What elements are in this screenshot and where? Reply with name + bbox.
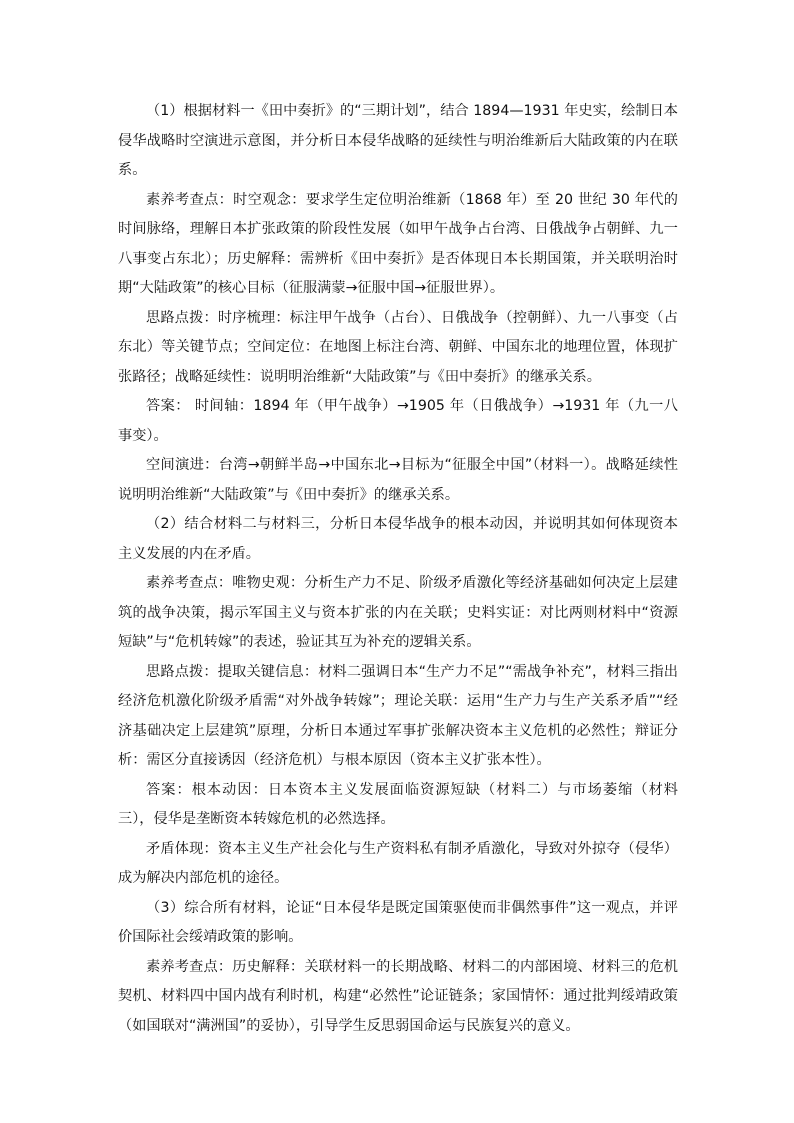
question-2: （2）结合材料二与材料三，分析日本侵华战争的根本动因，并说明其如何体现资本主义发展的内在矛盾。	[118, 516, 678, 562]
question-1-answer-timeline: 答案： 时间轴：1894 年（甲午战争）→1905 年（日俄战争）→1931 年（九一八事变）。	[118, 398, 678, 444]
question-2-literacy-points: 素养考查点：唯物史观：分析生产力不足、阶级矛盾激化等经济基础如何决定上层建筑的战争决策，揭示军国主义与资本扩张的内在关联；史料实证：对比两则材料中“资源短缺”与“危机转嫁”的表述，验证其互为补充的逻辑关系。	[118, 575, 678, 650]
question-2-answer-motive: 答案：根本动因：日本资本主义发展面临资源短缺（材料二）与市场萎缩（材料三），侵华是垄断资本转嫁危机的必然选择。	[118, 781, 678, 827]
question-2-answer-contradiction: 矛盾体现：资本主义生产社会化与生产资料私有制矛盾激化，导致对外掠夺（侵华）成为解决内部危机的途径。	[118, 840, 678, 886]
document-body	[118, 97, 678, 1041]
question-2-hints: 思路点拨：提取关键信息：材料二强调日本“生产力不足”“需战争补充”，材料三指出经济危机激化阶级矛盾需“对外战争转嫁”；理论关联：运用“生产力与生产关系矛盾”“经济基础决定上层建筑”原理，分析日本通过军事扩张解决资本主义危机的必然性；辩证分析：需区分直接诱因（经济危机）与根本原因（资本主义扩张本性）。	[118, 663, 678, 768]
question-3-literacy-points: 素养考查点：历史解释：关联材料一的长期战略、材料二的内部困境、材料三的危机契机、材料四中国内战有利时机，构建“必然性”论证链条；家国情怀：通过批判绥靖政策（如国联对“满洲国”的妥协），引导学生反思弱国命运与民族复兴的意义。	[118, 958, 678, 1034]
question-1-literacy-points: 素养考查点：时空观念：要求学生定位明治维新（1868 年）至 20 世纪 30 年代的时间脉络，理解日本扩张政策的阶段性发展（如甲午战争占台湾、日俄战争占朝鲜、九一八事变占东北）；历史解释：需辨析《田中奏折》是否体现日本长期国策，并关联明治时期“大陆政策”的核心目标（征服满蒙→征服中国→征服世界）。	[118, 191, 678, 296]
question-3: （3）综合所有材料，论证“日本侵华是既定国策驱使而非偶然事件”这一观点，并评价国际社会绥靖政策的影响。	[118, 899, 678, 945]
question-1-answer-space: 空间演进：台湾→朝鲜半岛→中国东北→目标为“征服全中国”（材料一）。战略延续性说明明治维新“大陆政策”与《田中奏折》的继承关系。	[118, 457, 678, 503]
question-1: （1）根据材料一《田中奏折》的“三期计划”，结合 1894—1931 年史实，绘制日本侵华战略时空演进示意图，并分析日本侵华战略的延续性与明治维新后大陆政策的内在联系。	[118, 103, 678, 178]
question-1-hints: 思路点拨：时序梳理：标注甲午战争（占台）、日俄战争（控朝鲜）、九一八事变（占东北）等关键节点；空间定位：在地图上标注台湾、朝鲜、中国东北的地理位置，体现扩张路径；战略延续性：说明明治维新“大陆政策”与《田中奏折》的继承关系。	[118, 309, 678, 385]
